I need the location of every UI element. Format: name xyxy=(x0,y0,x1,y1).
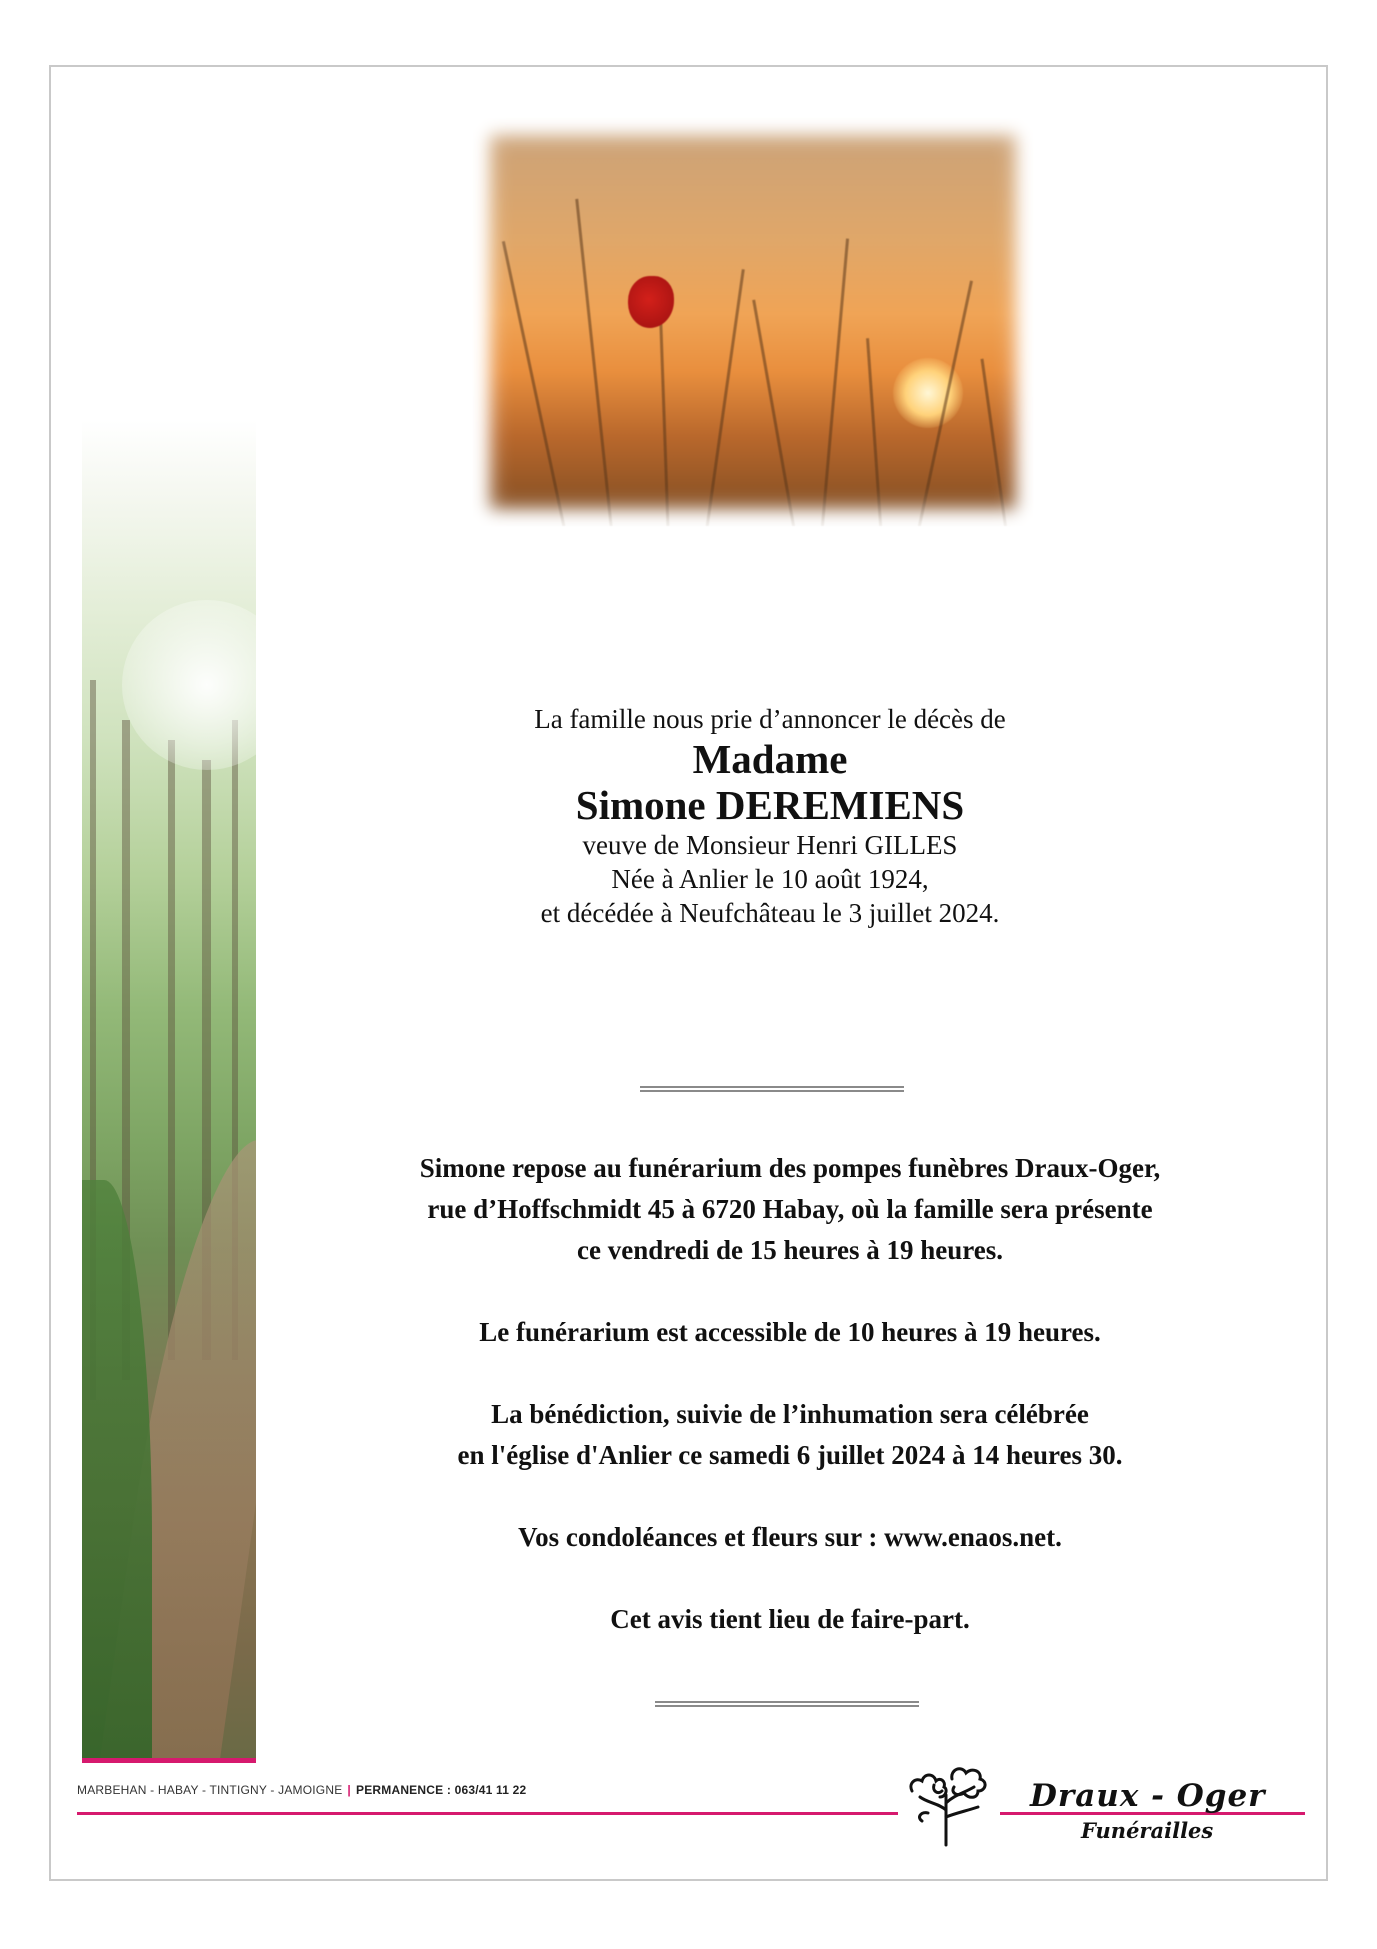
tree-trunk xyxy=(168,740,175,1360)
intro-line: La famille nous prie d’annoncer le décès de xyxy=(534,704,1006,734)
brand-subtitle: Funérailles xyxy=(1075,1818,1219,1843)
brand-name: Draux - Oger xyxy=(1030,1778,1266,1814)
funerarium-line-1: Simone repose au funérarium des pompes funèbres Draux-Oger, xyxy=(419,1153,1161,1183)
photo-vignette xyxy=(473,118,1033,526)
ceremony-paragraph xyxy=(300,1394,1280,1476)
forest-accent-bar xyxy=(82,1758,256,1763)
deceased-name: Simone DEREMIENS xyxy=(575,782,965,828)
ceremony-line-2: en l'église d'Anlier ce samedi 6 juillet 2024 à 14 heures 30. xyxy=(457,1440,1123,1470)
funerarium-paragraph xyxy=(300,1148,1280,1271)
widow-line: veuve de Monsieur Henri GILLES xyxy=(582,830,958,860)
deceased-title: Madame xyxy=(692,736,848,782)
sunset-poppy-photo xyxy=(473,118,1033,526)
hours-paragraph: Le funérarium est accessible de 10 heures à 19 heures. xyxy=(479,1317,1101,1347)
green-bushes xyxy=(82,1180,152,1758)
divider-bottom xyxy=(655,1701,919,1707)
birth-line: Née à Anlier le 10 août 1924, xyxy=(611,864,929,894)
condolences-paragraph: Vos condoléances et fleurs sur : www.enaos.net. xyxy=(518,1522,1062,1552)
light-glow xyxy=(122,600,256,770)
ceremony-line-1: La bénédiction, suivie de l’inhumation sera célébrée xyxy=(491,1399,1089,1429)
death-line: et décédée à Neufchâteau le 3 juillet 2024. xyxy=(540,898,1000,928)
footer-permanence: PERMANENCE : 063/41 11 22 xyxy=(355,1783,527,1797)
footer-separator: | xyxy=(347,1783,351,1797)
funerarium-line-3: ce vendredi de 15 heures à 19 heures. xyxy=(577,1235,1003,1265)
service-details xyxy=(300,1148,1280,1640)
tree-logo-icon xyxy=(898,1755,1000,1847)
divider-top xyxy=(640,1086,904,1092)
footer-locations: MARBEHAN - HABAY - TINTIGNY - JAMOIGNE xyxy=(77,1783,343,1797)
funerarium-line-2: rue d’Hoffschmidt 45 à 6720 Habay, où la famille sera présente xyxy=(427,1194,1153,1224)
footer-info xyxy=(77,1783,526,1797)
forest-path-image xyxy=(82,420,256,1758)
announcement-block xyxy=(340,702,1200,930)
notice-paragraph: Cet avis tient lieu de faire-part. xyxy=(610,1604,970,1634)
